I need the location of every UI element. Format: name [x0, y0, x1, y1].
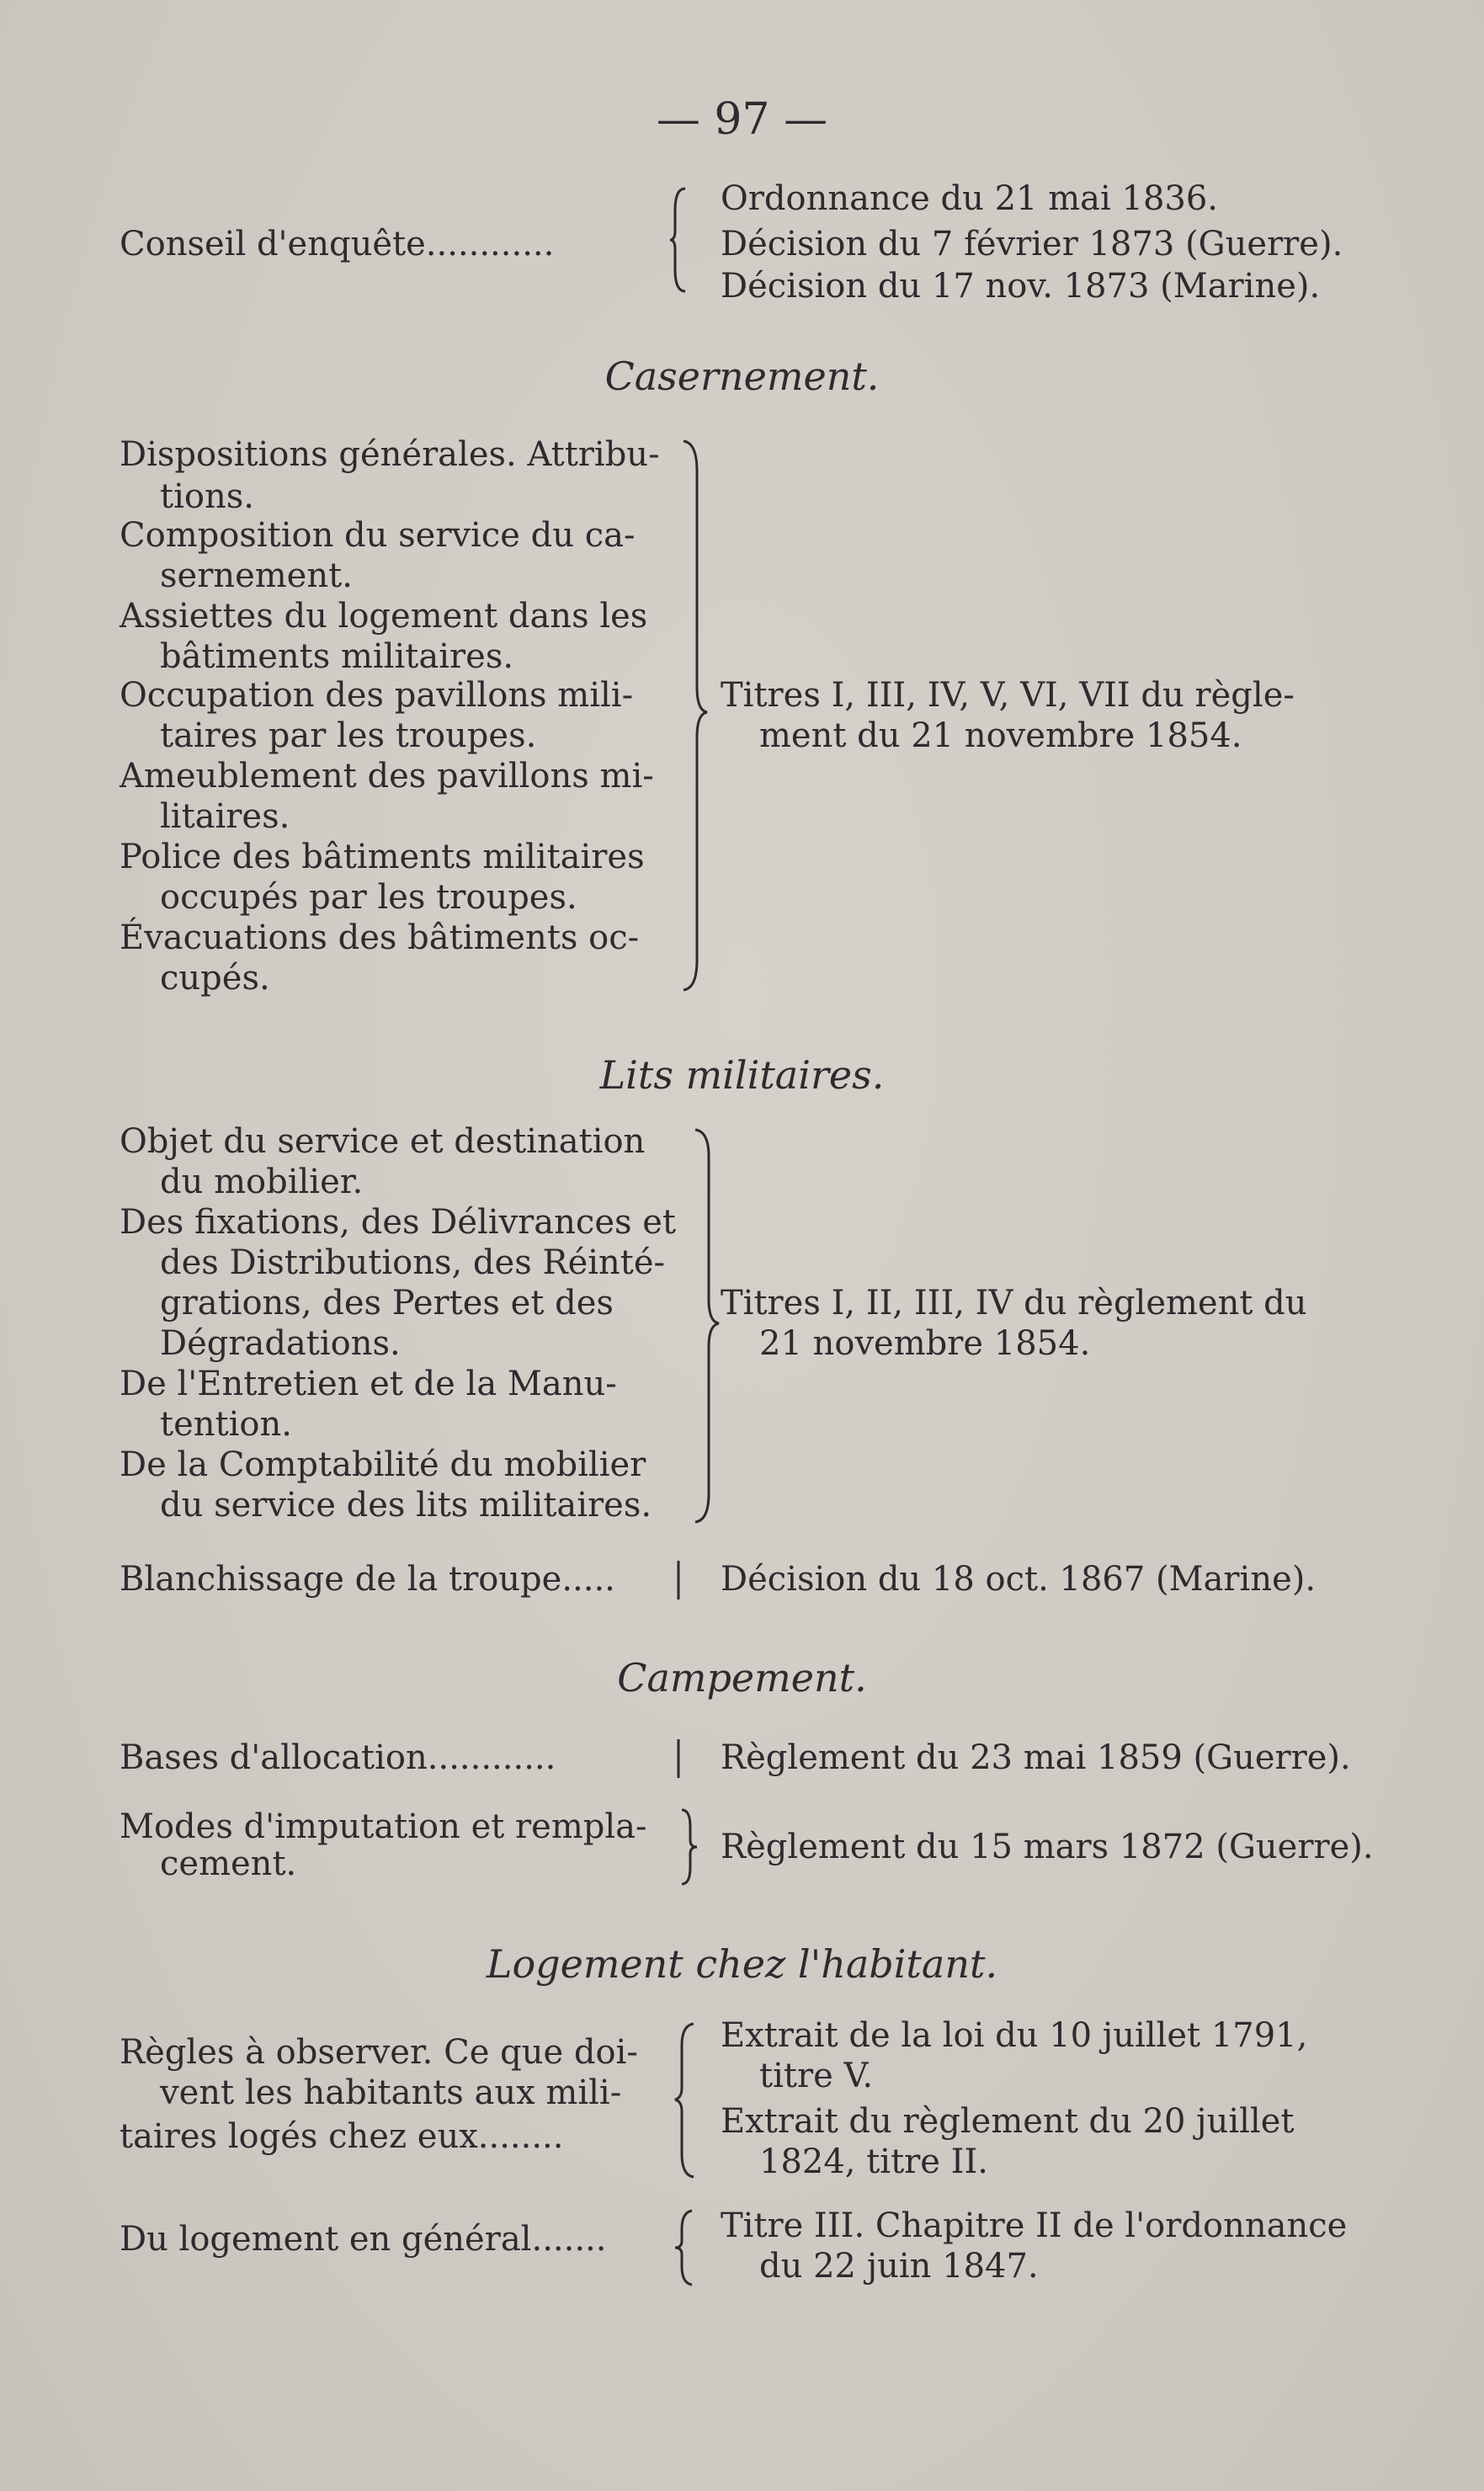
casernement-item: sernement.	[160, 556, 353, 595]
blanchissage-label: Blanchissage de la troupe.....	[120, 1560, 615, 1599]
campement-label-1: Bases d'allocation............	[120, 1738, 556, 1777]
lits-ref-2: 21 novembre 1854.	[759, 1324, 1091, 1363]
casernement-item: bâtiments militaires.	[160, 637, 514, 676]
casernement-item: Dispositions générales. Attribu-	[120, 435, 660, 474]
logement-label-1b: vent les habitants aux mili-	[160, 2073, 622, 2112]
casernement-item: tions.	[160, 477, 254, 516]
lits-item: du mobilier.	[160, 1163, 364, 1201]
logement-ref-2: titre V.	[759, 2057, 874, 2095]
casernement-item: Assiettes du logement dans les	[120, 597, 648, 636]
campement-label-2b: cement.	[160, 1844, 297, 1883]
casernement-brace	[678, 438, 712, 993]
logement-label-2: Du logement en général.......	[120, 2220, 607, 2259]
lits-ref-1: Titres I, II, III, IV du règlement du	[721, 1284, 1307, 1323]
campement-bar	[673, 1738, 683, 1780]
lits-item: De l'Entretien et de la Manu-	[120, 1365, 617, 1403]
lits-brace	[690, 1126, 724, 1527]
casernement-item: litaires.	[160, 797, 290, 836]
conseil-brace	[668, 185, 694, 295]
casernement-item: Police des bâtiments militaires	[120, 838, 645, 876]
lits-item: des Distributions, des Réinté-	[160, 1243, 666, 1282]
section-title-logement: Logement chez l'habitant.	[486, 1941, 998, 1987]
casernement-ref-1: Titres I, III, IV, V, VI, VII du règle-	[721, 676, 1295, 715]
logement-brace-2	[673, 2207, 699, 2288]
campement-brace	[678, 1807, 704, 1887]
casernement-item: taires par les troupes.	[160, 716, 537, 755]
lits-item: du service des lits militaires.	[160, 1486, 652, 1525]
logement-ref-3: Extrait du règlement du 20 juillet	[721, 2102, 1295, 2141]
lits-item: tention.	[160, 1405, 292, 1444]
casernement-item: Ameublement des pavillons mi-	[120, 757, 654, 796]
casernement-item: Occupation des pavillons mili-	[120, 676, 634, 715]
logement-ref-5: Titre III. Chapitre II de l'ordonnance	[721, 2206, 1348, 2245]
logement-label-1c: taires logés chez eux........	[120, 2117, 564, 2156]
casernement-ref-2: ment du 21 novembre 1854.	[759, 716, 1242, 755]
lits-item: Objet du service et destination	[120, 1122, 646, 1161]
campement-ref-2: Règlement du 15 mars 1872 (Guerre).	[721, 1828, 1374, 1866]
conseil-ref-1: Ordonnance du 21 mai 1836.	[721, 179, 1219, 218]
page-number: — 97 —	[656, 94, 828, 145]
section-title-casernement: Casernement.	[604, 354, 880, 399]
conseil-label: Conseil d'enquête............	[120, 225, 555, 263]
conseil-ref-3: Décision du 17 nov. 1873 (Marine).	[721, 267, 1321, 306]
casernement-item: Composition du service du ca-	[120, 516, 636, 555]
logement-brace	[673, 2020, 702, 2180]
logement-label-1: Règles à observer. Ce que doi-	[120, 2033, 638, 2072]
logement-ref-4: 1824, titre II.	[759, 2142, 988, 2181]
lits-item: Dégradations.	[160, 1324, 401, 1363]
blanchissage-ref: Décision du 18 oct. 1867 (Marine).	[721, 1560, 1316, 1599]
lits-item: grations, des Pertes et des	[160, 1284, 614, 1323]
casernement-item: occupés par les troupes.	[160, 878, 577, 917]
section-title-campement: Campement.	[617, 1655, 867, 1701]
campement-ref-1: Règlement du 23 mai 1859 (Guerre).	[721, 1738, 1351, 1777]
blanchissage-bar	[673, 1559, 683, 1601]
lits-item: Des fixations, des Délivrances et	[120, 1203, 676, 1242]
logement-ref-1: Extrait de la loi du 10 juillet 1791,	[721, 2016, 1308, 2055]
section-title-lits-militaires: Lits militaires.	[599, 1052, 885, 1098]
casernement-item: cupés.	[160, 959, 270, 998]
conseil-ref-2: Décision du 7 février 1873 (Guerre).	[721, 225, 1343, 263]
campement-label-2: Modes d'imputation et rempla-	[120, 1807, 647, 1846]
logement-ref-6: du 22 juin 1847.	[759, 2247, 1039, 2286]
casernement-item: Évacuations des bâtiments oc-	[120, 918, 640, 957]
lits-item: De la Comptabilité du mobilier	[120, 1445, 646, 1484]
